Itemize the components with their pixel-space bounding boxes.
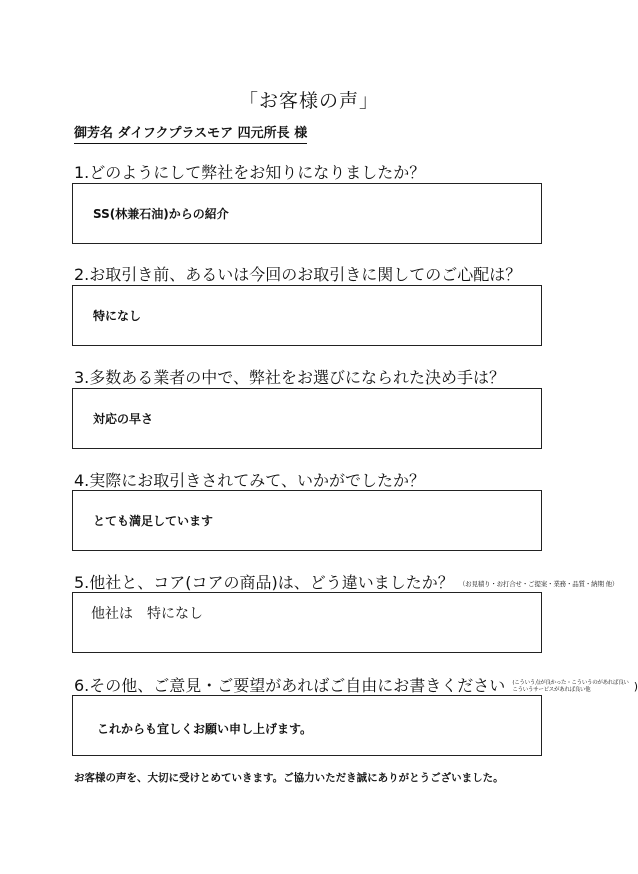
answer-3: 対応の早さ <box>93 412 154 426</box>
question-6-note-line2: こういうサービスがあれば良い他 <box>512 686 591 693</box>
answer-box-2 <box>72 285 542 346</box>
answer-2: 特になし <box>93 309 142 323</box>
question-4: 4.実際にお取引きされてみて、いかがでしたか？ <box>74 471 425 490</box>
question-2: 2.お取引き前、あるいは今回のお取引きに関してのご心配は？ <box>74 265 522 284</box>
question-3: 3.多数ある業者の中で、弊社をお選びになられた決め手は？ <box>74 368 505 387</box>
answer-box-5 <box>72 592 542 653</box>
question-6-text: 6.その他、ご意見・ご要望があればご自由にお書きください <box>74 676 506 695</box>
answer-4: とても満足しています <box>93 514 214 528</box>
answer-box-1 <box>72 183 542 244</box>
answer-box-6 <box>72 695 542 756</box>
customer-honorific: 様 <box>294 126 308 141</box>
question-6-note-close: ) <box>633 680 638 693</box>
footer-thanks: お客様の声を、大切に受けとめていきます。ご協力いただき誠にありがとうございました。 <box>74 772 504 784</box>
customer-label: 御芳名 <box>74 126 114 141</box>
question-5-text: 5.他社と、コア(コアの商品)は、どう違いましたか？ <box>74 573 454 592</box>
question-5-note: （お見積り・お打合せ・ご提案・業務・品質・納期 他） <box>458 580 619 588</box>
page-title: 「お客様の声」 <box>238 90 379 112</box>
answer-1: SS(林兼石油)からの紹介 <box>93 207 229 221</box>
question-6-note-line1: (こういう点が良かった・こういうのがあれば良い <box>512 680 629 686</box>
customer-name: ダイフクプラスモア 四元所長 <box>117 126 290 141</box>
question-1: 1.どのようにして弊社をお知りになりましたか？ <box>74 163 426 182</box>
customer-name-line <box>74 122 307 144</box>
question-6 <box>74 673 638 696</box>
answer-box-3 <box>72 388 542 449</box>
question-6-note <box>512 680 628 693</box>
question-5 <box>74 570 618 593</box>
answer-box-4 <box>72 490 542 551</box>
answer-6: これからも宜しくお願い申し上げます。 <box>97 722 313 736</box>
answer-5: 他社は 特になし <box>91 606 203 622</box>
